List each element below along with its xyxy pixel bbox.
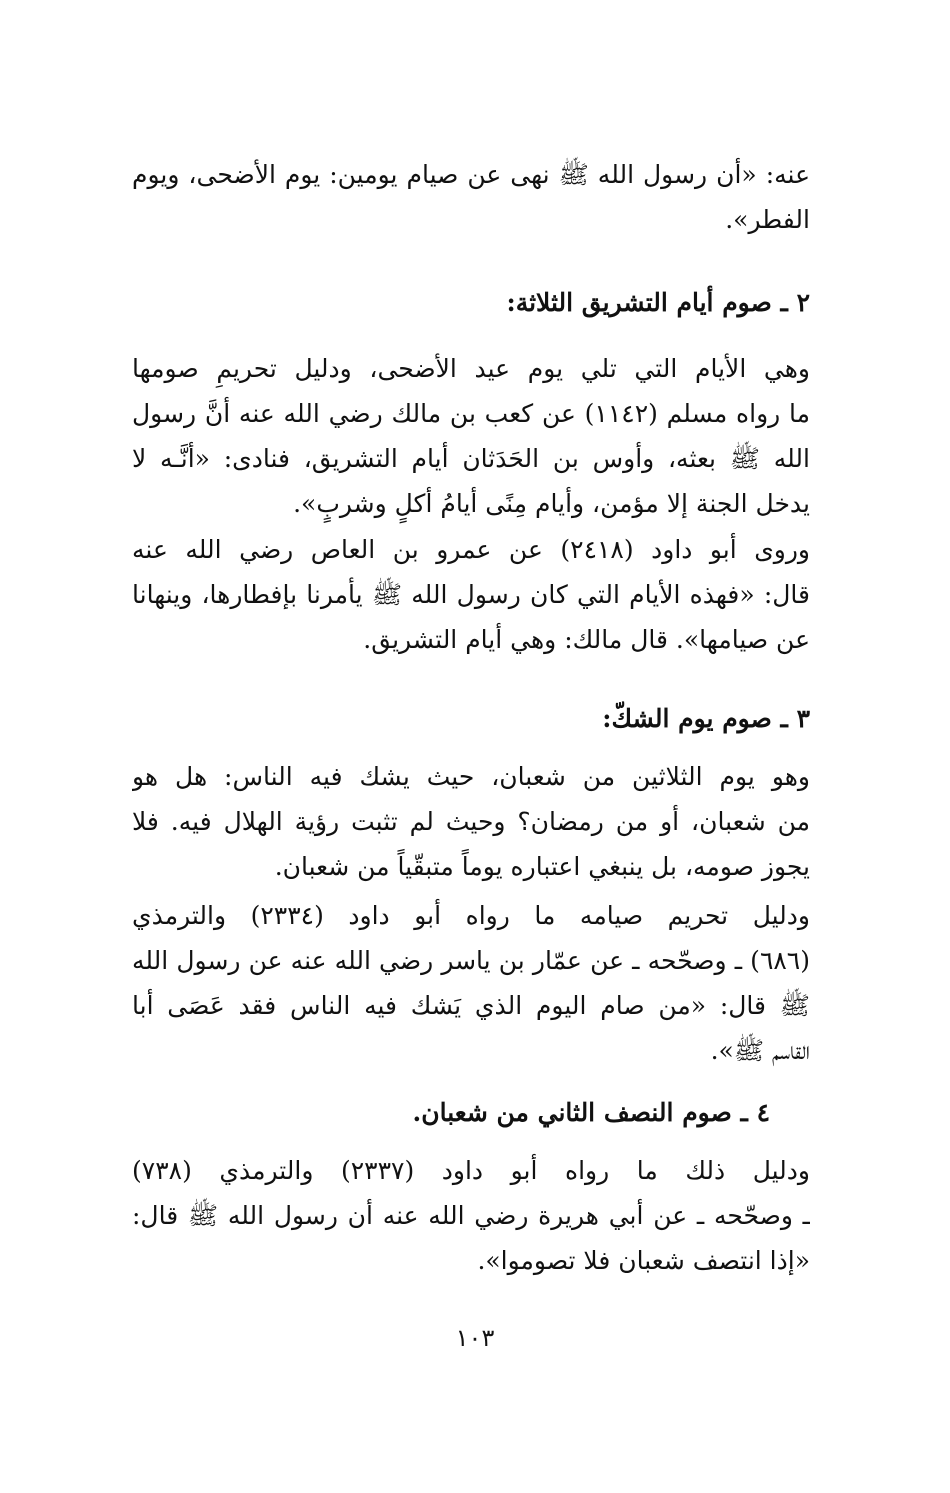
- section-4-heading: ٤ ـ صوم النصف الثاني من شعبان.: [412, 1098, 770, 1127]
- section-3-heading: ٣ ـ صوم يوم الشكّ:: [602, 704, 810, 733]
- text-line: (٦٨٦) ـ وصحّحه ـ عن عمّار بن ياسر رضي الله عنه عن رسول الله: [132, 946, 810, 975]
- text-line: وهو يوم الثلاثين من شعبان، حيث يشك فيه الناس: هل هو: [132, 762, 810, 791]
- text-line: «إذا انتصف شعبان فلا تصوموا».: [477, 1246, 810, 1275]
- text-line: عن صيامها». قال مالك: وهي أيام التشريق.: [363, 625, 810, 654]
- text-line: قال: «فهذه الأيام التي كان رسول الله ﷺ يأمرنا بإفطارها، وينهانا: [132, 580, 810, 609]
- text-line: الفطر».: [725, 205, 810, 234]
- text-line: ودليل ذلك ما رواه أبو داود (٢٣٣٧) والترمذي (٧٣٨): [132, 1156, 810, 1185]
- text-line: ـ وصحّحه ـ عن أبي هريرة رضي الله عنه أن رسول الله ﷺ قال:: [132, 1201, 810, 1230]
- text-line: ﷺ قال: «من صام اليوم الذي يَشك فيه الناس فقد عَصَى أبا: [132, 991, 810, 1020]
- text-line: ودليل تحريم صيامه ما رواه أبو داود (٢٣٣٤) والترمذي: [132, 901, 810, 930]
- text-line: من شعبان، أو من رمضان؟ وحيث لم تثبت رؤية الهلال فيه. فلا: [132, 807, 810, 836]
- text-line: الله ﷺ بعثه، وأوس بن الحَدَثان أيام التشريق، فنادى: «أنَّـه لا: [132, 444, 810, 473]
- text-line: يدخل الجنة إلا مؤمن، وأيام مِنًى أيامُ أكلٍ وشربٍ».: [293, 489, 810, 518]
- section-3-paragraph-1: [132, 754, 810, 889]
- text-line: القاسم ﷺ».: [710, 1036, 810, 1065]
- intro-paragraph: [132, 152, 810, 242]
- text-line: وروى أبو داود (٢٤١٨) عن عمرو بن العاص رضي الله عنه: [132, 535, 810, 564]
- section-2-heading: ٢ ـ صوم أيام التشريق الثلاثة:: [506, 288, 810, 317]
- text-line: يجوز صومه، بل ينبغي اعتباره يوماً متبقّياً من شعبان.: [274, 852, 810, 881]
- text-line: وهي الأيام التي تلي يوم عيد الأضحى، ودليل تحريمِ صومها: [132, 354, 810, 383]
- text-line: عنه: «أن رسول الله ﷺ نهى عن صيام يومين: يوم الأضحى، ويوم: [132, 160, 810, 189]
- page-number: ١٠٣: [455, 1324, 495, 1352]
- section-4-paragraph-1: [132, 1148, 810, 1283]
- section-2-paragraph-1: [132, 346, 810, 526]
- section-2-paragraph-2: [132, 527, 810, 662]
- section-3-paragraph-2: [132, 893, 810, 1073]
- text-line: ما رواه مسلم (١١٤٢) عن كعب بن مالك رضي الله عنه أنَّ رسول: [132, 399, 810, 428]
